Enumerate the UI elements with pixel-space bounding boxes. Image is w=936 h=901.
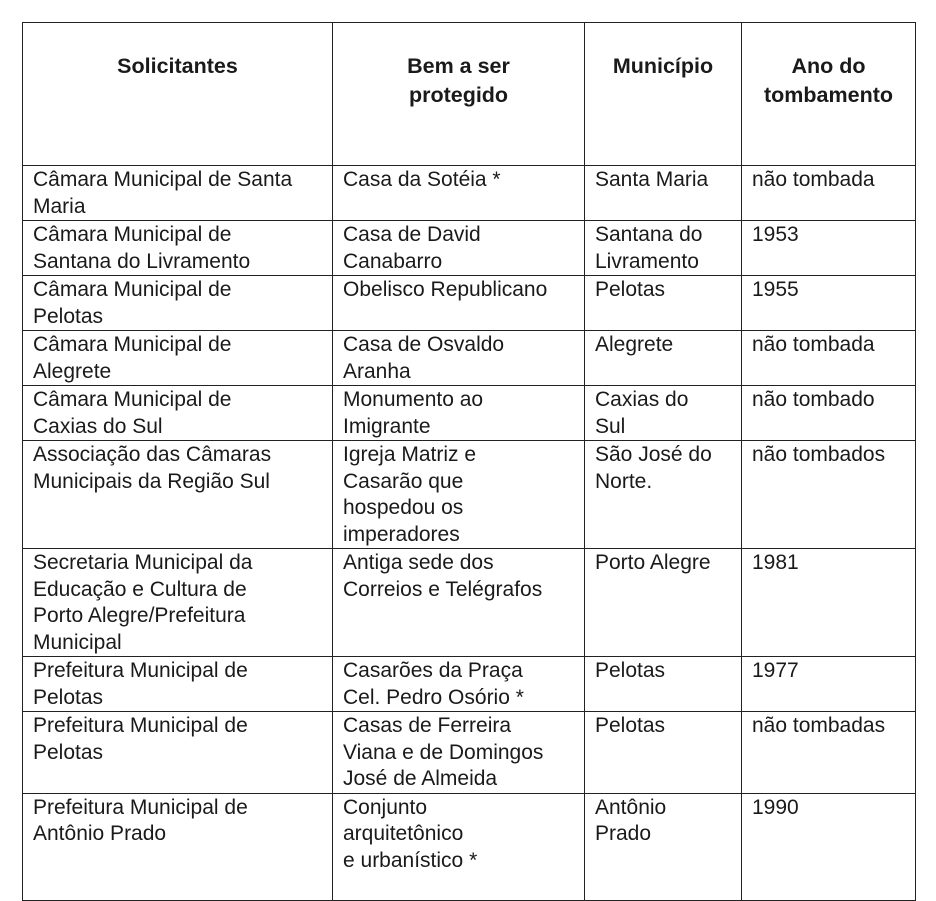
cell-ano: 1990	[742, 793, 916, 900]
cell-solicitante: Associação das Câmaras Municipais da Região Sul	[23, 441, 333, 549]
cell-ano: não tombadas	[742, 712, 916, 794]
header-ano: Ano do tombamento	[742, 23, 916, 166]
cell-ano: 1981	[742, 549, 916, 657]
table-row	[23, 166, 916, 221]
cell-bem: Casa de David Canabarro	[333, 221, 585, 276]
header-solicitantes: Solicitantes	[23, 23, 333, 166]
cell-ano: não tombada	[742, 166, 916, 221]
cell-bem: Conjunto arquitetônico e urbanístico *	[333, 793, 585, 900]
cell-bem: Igreja Matriz e Casarão que hospedou os imperadores	[333, 441, 585, 549]
table-row	[23, 712, 916, 794]
cell-solicitante: Secretaria Municipal da Educação e Cultura de Porto Alegre/Prefeitura Municipal	[23, 549, 333, 657]
table-row	[23, 386, 916, 441]
cell-municipio: Pelotas	[585, 712, 742, 794]
header-row	[23, 23, 916, 166]
cell-bem: Obelisco Republicano	[333, 276, 585, 331]
cell-municipio: Alegrete	[585, 331, 742, 386]
table-row	[23, 549, 916, 657]
table-row	[23, 657, 916, 712]
cell-bem: Casas de Ferreira Viana e de Domingos José de Almeida	[333, 712, 585, 794]
table-row	[23, 221, 916, 276]
cell-solicitante: Câmara Municipal de Caxias do Sul	[23, 386, 333, 441]
cell-bem: Monumento ao Imigrante	[333, 386, 585, 441]
cell-ano: não tombado	[742, 386, 916, 441]
cell-solicitante: Prefeitura Municipal de Pelotas	[23, 657, 333, 712]
cell-solicitante: Câmara Municipal de Santana do Livramento	[23, 221, 333, 276]
header-bem: Bem a ser protegido	[333, 23, 585, 166]
cell-municipio: São José do Norte.	[585, 441, 742, 549]
cell-municipio: Santana do Livramento	[585, 221, 742, 276]
cell-ano: 1977	[742, 657, 916, 712]
cell-municipio: Caxias do Sul	[585, 386, 742, 441]
cell-ano: 1955	[742, 276, 916, 331]
cell-ano: não tombados	[742, 441, 916, 549]
table-row	[23, 276, 916, 331]
table-row	[23, 793, 916, 900]
cell-solicitante: Prefeitura Municipal de Antônio Prado	[23, 793, 333, 900]
cell-solicitante: Câmara Municipal de Santa Maria	[23, 166, 333, 221]
cell-municipio: Porto Alegre	[585, 549, 742, 657]
table-row	[23, 441, 916, 549]
header-municipio: Município	[585, 23, 742, 166]
cell-municipio: Pelotas	[585, 276, 742, 331]
cell-solicitante: Prefeitura Municipal de Pelotas	[23, 712, 333, 794]
cell-bem: Casa da Sotéia *	[333, 166, 585, 221]
cell-bem: Antiga sede dos Correios e Telégrafos	[333, 549, 585, 657]
cell-ano: não tombada	[742, 331, 916, 386]
cell-bem: Casa de Osvaldo Aranha	[333, 331, 585, 386]
heritage-table	[22, 22, 916, 901]
cell-solicitante: Câmara Municipal de Pelotas	[23, 276, 333, 331]
cell-bem: Casarões da Praça Cel. Pedro Osório *	[333, 657, 585, 712]
cell-municipio: Santa Maria	[585, 166, 742, 221]
cell-municipio: Antônio Prado	[585, 793, 742, 900]
table-row	[23, 331, 916, 386]
cell-municipio: Pelotas	[585, 657, 742, 712]
cell-solicitante: Câmara Municipal de Alegrete	[23, 331, 333, 386]
cell-ano: 1953	[742, 221, 916, 276]
